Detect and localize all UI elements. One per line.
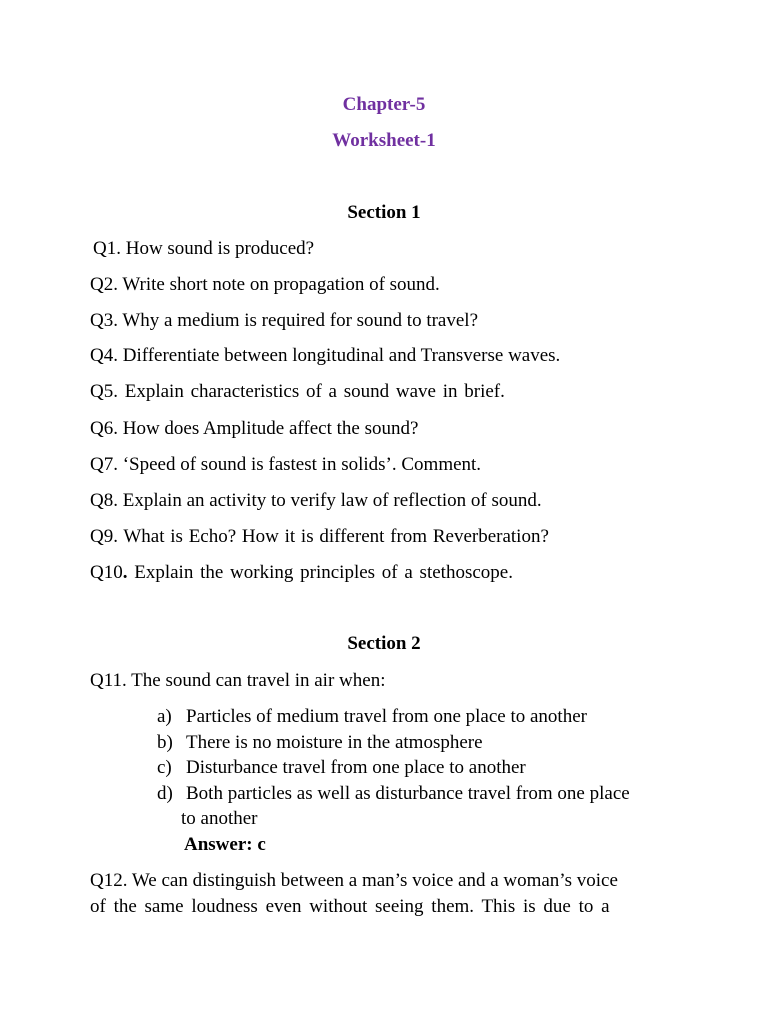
question-4: Q4. Differentiate between longitudinal and Transverse waves. [90,345,561,366]
section-2-heading: Section 2 [347,633,421,654]
question-10-number: Q10 [90,562,123,583]
option-d [157,783,630,805]
question-6: Q6. How does Amplitude affect the sound? [90,418,419,439]
chapter-title: Chapter-5 [342,94,426,115]
question-8: Q8. Explain an activity to verify law of reflection of sound. [90,490,542,511]
question-5: Q5. Explain characteristics of a sound wave in brief. [90,381,505,402]
option-d-continuation: to another [181,808,258,829]
question-10-dot: . [122,562,128,583]
option-c-letter: c) [157,757,172,778]
option-d-letter: d) [157,783,173,804]
section-1-heading: Section 1 [347,202,421,223]
option-b-letter: b) [157,732,173,753]
question-7: Q7. ‘Speed of sound is fastest in solids’. Comment. [90,454,482,475]
question-2: Q2. Write short note on propagation of sound. [90,274,440,295]
option-b [157,732,483,754]
option-a [157,706,587,728]
question-11: Q11. The sound can travel in air when: [90,670,386,691]
question-9: Q9. What is Echo? How it is different from Reverberation? [90,526,549,547]
question-3: Q3. Why a medium is required for sound to travel? [90,310,478,331]
question-10 [90,562,513,584]
question-10-text: Explain the working principles of a stethoscope. [127,562,513,583]
option-c [157,757,526,779]
question-12-line-1: Q12. We can distinguish between a man’s voice and a woman’s voice [90,870,618,891]
question-12-line-2: of the same loudness even without seeing them. This is due to a [90,896,610,917]
option-a-letter: a) [157,706,172,727]
option-c-text: Disturbance travel from one place to another [186,757,526,778]
option-a-text: Particles of medium travel from one place to another [186,706,587,727]
option-d-text: Both particles as well as disturbance travel from one place [186,783,630,804]
option-b-text: There is no moisture in the atmosphere [186,732,483,753]
worksheet-title: Worksheet-1 [332,130,436,151]
answer-label: Answer: c [184,834,266,855]
question-1: Q1. How sound is produced? [93,238,315,259]
